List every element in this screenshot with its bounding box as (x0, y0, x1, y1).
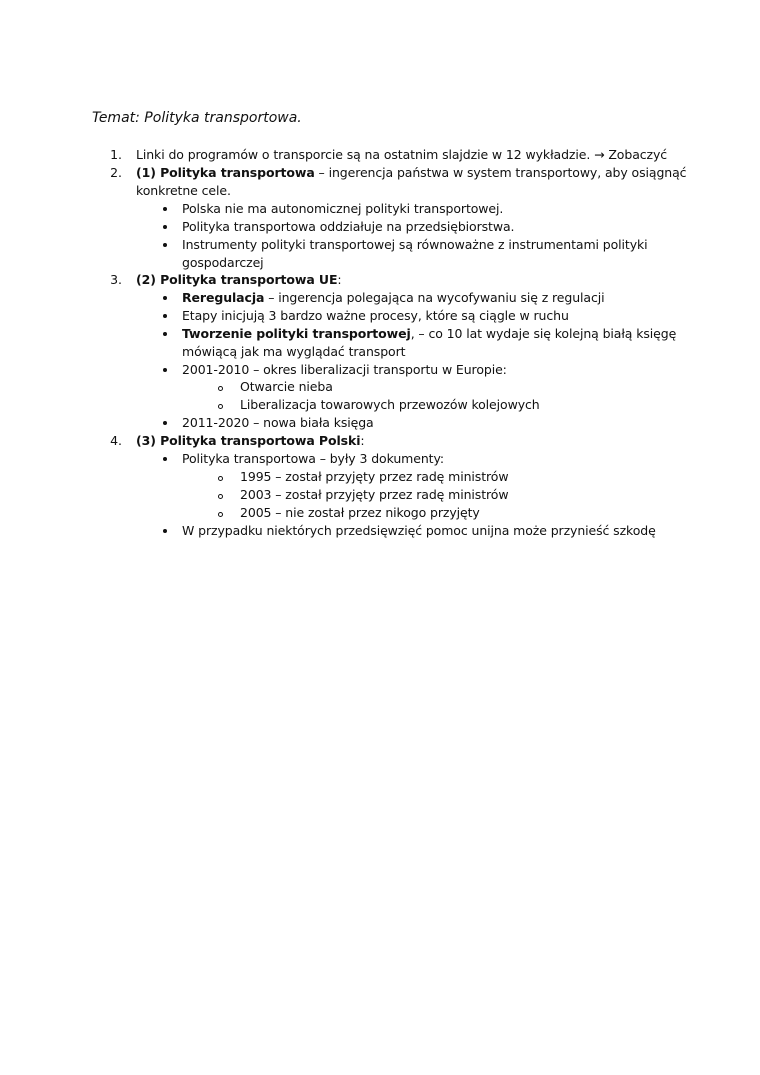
bullet-icon (163, 332, 167, 336)
bullet-icon (163, 225, 167, 229)
list-item-heading: (1) Polityka transportowa (136, 165, 315, 180)
bullet-item: 2011-2020 – nowa biała księga (182, 415, 374, 430)
list-item-1 (136, 146, 667, 164)
bullet-item-heading: Tworzenie polityki transportowej (182, 326, 411, 341)
list-number: 4. (110, 433, 122, 448)
sub-bullet-icon (218, 494, 223, 499)
sub-bullet-icon (218, 512, 223, 517)
list-number: 2. (110, 165, 122, 180)
bullet-item: Polska nie ma autonomicznej polityki transportowej. (182, 201, 504, 216)
bullet-item-heading: Reregulacja (182, 290, 265, 305)
bullet-icon (163, 457, 167, 461)
bullet-item: 2001-2010 – okres liberalizacji transportu w Europie: (182, 362, 507, 377)
sub-bullet-icon (218, 386, 223, 391)
bullet-item: W przypadku niektórych przedsięwzięć pomoc unijna może przynieść szkodę (182, 523, 656, 538)
bullet-icon (163, 529, 167, 533)
bullet-item (182, 289, 605, 307)
list-item-heading: (2) Polityka transportowa UE (136, 272, 338, 287)
list-item-4 (136, 432, 365, 450)
list-item-text: : (337, 272, 342, 287)
bullet-item: Polityka transportowa – były 3 dokumenty: (182, 451, 444, 466)
list-item-3 (136, 271, 342, 289)
bullet-icon (163, 368, 167, 372)
sub-bullet-item: 2003 – został przyjęty przez radę ministrów (240, 487, 509, 502)
bullet-item-continuation: mówiącą jak ma wyglądać transport (182, 344, 406, 359)
bullet-icon (163, 421, 167, 425)
document-title: Temat: Polityka transportowa. (92, 110, 302, 126)
list-number: 3. (110, 272, 122, 287)
bullet-icon (163, 243, 167, 247)
list-item-text-tail: Zobaczyć (608, 147, 668, 162)
arrow-right-icon: → (594, 147, 605, 162)
bullet-item-text: – ingerencja polegająca na wycofywaniu się z regulacji (264, 290, 605, 305)
bullet-item (182, 325, 676, 343)
bullet-icon (163, 207, 167, 211)
list-number: 1. (110, 147, 122, 162)
sub-bullet-icon (218, 476, 223, 481)
sub-bullet-item: Liberalizacja towarowych przewozów kolejowych (240, 397, 540, 412)
bullet-icon (163, 314, 167, 318)
sub-bullet-item: 2005 – nie został przez nikogo przyjęty (240, 505, 480, 520)
sub-bullet-item: 1995 – został przyjęty przez radę ministrów (240, 469, 509, 484)
list-item-text: Linki do programów o transporcie są na ostatnim slajdzie w 12 wykładzie. (136, 147, 591, 162)
list-item-heading: (3) Polityka transportowa Polski (136, 433, 361, 448)
list-item-text: – ingerencja państwa w system transportowy, aby osiągnąć (314, 165, 687, 180)
list-item-text-continuation: konkretne cele. (136, 183, 231, 198)
list-item-text: : (360, 433, 365, 448)
list-item-2 (136, 164, 686, 182)
bullet-item-text: , – co 10 lat wydaje się kolejną białą księgę (410, 326, 677, 341)
bullet-item: Polityka transportowa oddziałuje na przedsiębiorstwa. (182, 219, 515, 234)
bullet-item: Instrumenty polityki transportowej są równoważne z instrumentami polityki (182, 237, 648, 252)
sub-bullet-item: Otwarcie nieba (240, 379, 333, 394)
bullet-icon (163, 296, 167, 300)
sub-bullet-icon (218, 404, 223, 409)
bullet-item-continuation: gospodarczej (182, 255, 264, 270)
bullet-item: Etapy inicjują 3 bardzo ważne procesy, które są ciągle w ruchu (182, 308, 569, 323)
